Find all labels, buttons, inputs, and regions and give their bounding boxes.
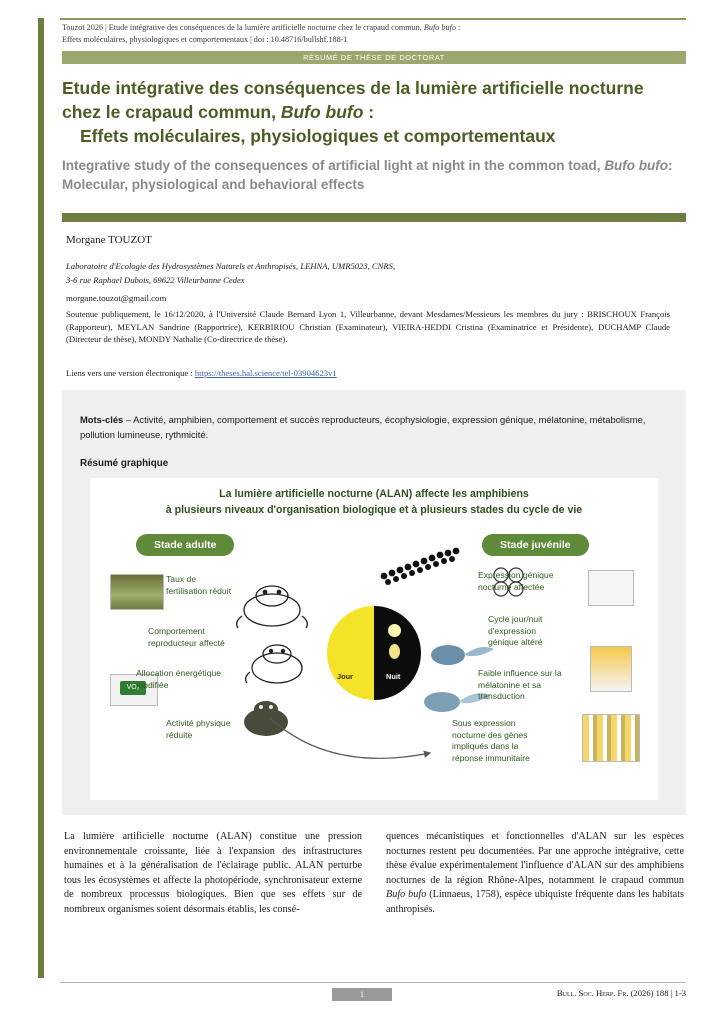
running-head-line2: Effets moléculaires, physiologiques et comportementaux | doi : 10.48716/bullshf.188-1 [62,35,348,44]
title-fr-species: Bufo bufo [280,102,364,122]
label-immunitaire: Sous expression nocturne des gènes impliqués dans la réponse immunitaire [452,718,530,763]
label-expression: Expression génique nocturne affectée [478,570,554,592]
graphic-abstract-heading: Résumé graphique [80,458,169,469]
author-email: morgane.touzot@gmail.com [66,293,167,303]
keywords-label: Mots-clés [80,414,124,425]
label-cycle: Cycle jour/nuit d'expression génique altéré [488,614,543,647]
link-label: Liens vers une version électronique : [66,368,195,378]
day-label: Jour [337,672,354,681]
title-fr-line3: Effets moléculaires, physiologiques et comportementaux [80,126,556,146]
thumbnail-gel [590,646,632,692]
title-divider-band [62,213,686,222]
author-name: Morgane TOUZOT [66,234,152,246]
left-accent-bar [38,18,44,978]
keywords-block [80,412,654,442]
running-head-line1-pre: Touzot 2026 | Etude intégrative des conséquences de la lumière artificielle nocturne chez le crapaud commun, [62,23,424,32]
figure-title-line1: La lumière artificielle nocturne (ALAN) affecte les amphibiens [219,488,529,500]
abstract-body [64,830,684,918]
stage-juvenile-pill: Stade juvénile [482,534,589,556]
vo2-badge: VO₂ [120,681,146,695]
label-allocation: Allocation énergétique modifiée [136,668,222,690]
stage-adult-pill: Stade adulte [136,534,234,556]
label-melatonine: Faible influence sur la mélatonine et sa transduction [478,668,562,701]
graphic-abstract-figure [90,478,658,800]
page-title-en [62,156,682,194]
thesis-summary-badge: RÉSUMÉ DE THÈSE DE DOCTORAT [62,51,686,64]
body-right-part2: (Linnaeus, 1758), espèce ubiquiste fréquente dans les habitats anthropisés. [386,889,685,915]
page-title-fr [62,76,682,148]
thumbnail-amplexus [110,574,164,610]
abstract-panel [62,390,686,815]
keywords-text: – Activité, amphibien, comportement et succès reproducteurs, écophysiologie, expression génique, mélatonine, métabolisme, pollution lumineuse, rythmicité. [80,414,646,440]
title-fr-part1: Etude intégrative des conséquences de la lumière artificielle nocturne chez le crapaud commun, [62,78,644,122]
footer-rule [60,982,686,983]
title-en-part2: : Molecular, physiological and behavioral effects [62,158,673,192]
running-head-line1-post: : [455,23,461,32]
running-head-species: Bufo bufo [423,23,456,32]
running-head [62,22,686,46]
label-activite: Activité physique réduite [166,718,231,740]
body-column-left: La lumière artificielle nocturne (ALAN) constitue une pression environnementale croissante, liée à l'expansion des infrastructures humaines et à la généralisation de l'éclairage public. ALAN perturbe tous les écosystèmes et affecte la photopériode, synchronisateur externe de nombreux processus biologiques. Bien que ses effets sur de nombreux organismes soient désormais établis, les consé- [64,831,362,915]
body-right-part1: quences mécanistiques et fonctionnelles d'ALAN sur les espèces nocturnes restent peu documentées. Par une approche intégrative, cette thèse évalue expérimentalement l'influence d'ALAN sur des amphibiens nocturnes de la région Rhône-Alpes, notamment le crapaud commun [386,831,684,886]
thumbnail-pipette [588,570,634,606]
author-affiliation [66,260,666,287]
defense-statement: Soutenue publiquement, le 16/12/2020, à l'Université Claude Bernard Lyon 1, Villeurbanne, devant Mesdames/Messieurs les membres du jury : BRISCHOUX François (Rapporteur), MEYLAN Sandrine (Rapportrice), KERBIRIOU Christian (Examinateur), VIEIRA-HEDDI Cristina (Examinatrice et Présidente), DUCHAMP Claude (Directeur de thèse), MONDY Nathalie (Co-directrice de thèse). [66,309,670,345]
electronic-version-link-line [66,368,337,378]
figure-title-line2: à plusieurs niveaux d'organisation biologique et à plusieurs stades du cycle de vie [165,504,583,516]
header-rule [60,18,686,20]
thumbnail-heatmap [582,714,640,762]
title-en-species: Bufo bufo [604,158,669,173]
affiliation-line2: 3-6 rue Raphael Dubois, 69622 Villeurbanne Cedex [66,274,245,285]
figure-title [110,486,638,518]
label-fertilisation: Taux de fertilisation réduit [166,574,231,596]
page-number: 1 [332,988,392,1001]
footer-citation: Bull. Soc. Herp. Fr. (2026) 188 | 1-3 [556,988,686,998]
label-comportement: Comportement reproducteur affecté [148,626,225,648]
body-column-right [386,830,684,918]
title-en-part1: Integrative study of the consequences of artificial light at night in the common toad, [62,158,605,173]
affiliation-line1: Laboratoire d'Ecologie des Hydrosystèmes Naturels et Anthropisés, LEHNA, UMR5023, CNRS, [66,261,396,271]
body-right-species: Bufo bufo [386,889,427,901]
thesis-link[interactable]: https://theses.hal.science/tel-03904623v1 [194,368,337,378]
night-label: Nuit [386,672,401,681]
title-fr-part2: : [363,102,375,122]
